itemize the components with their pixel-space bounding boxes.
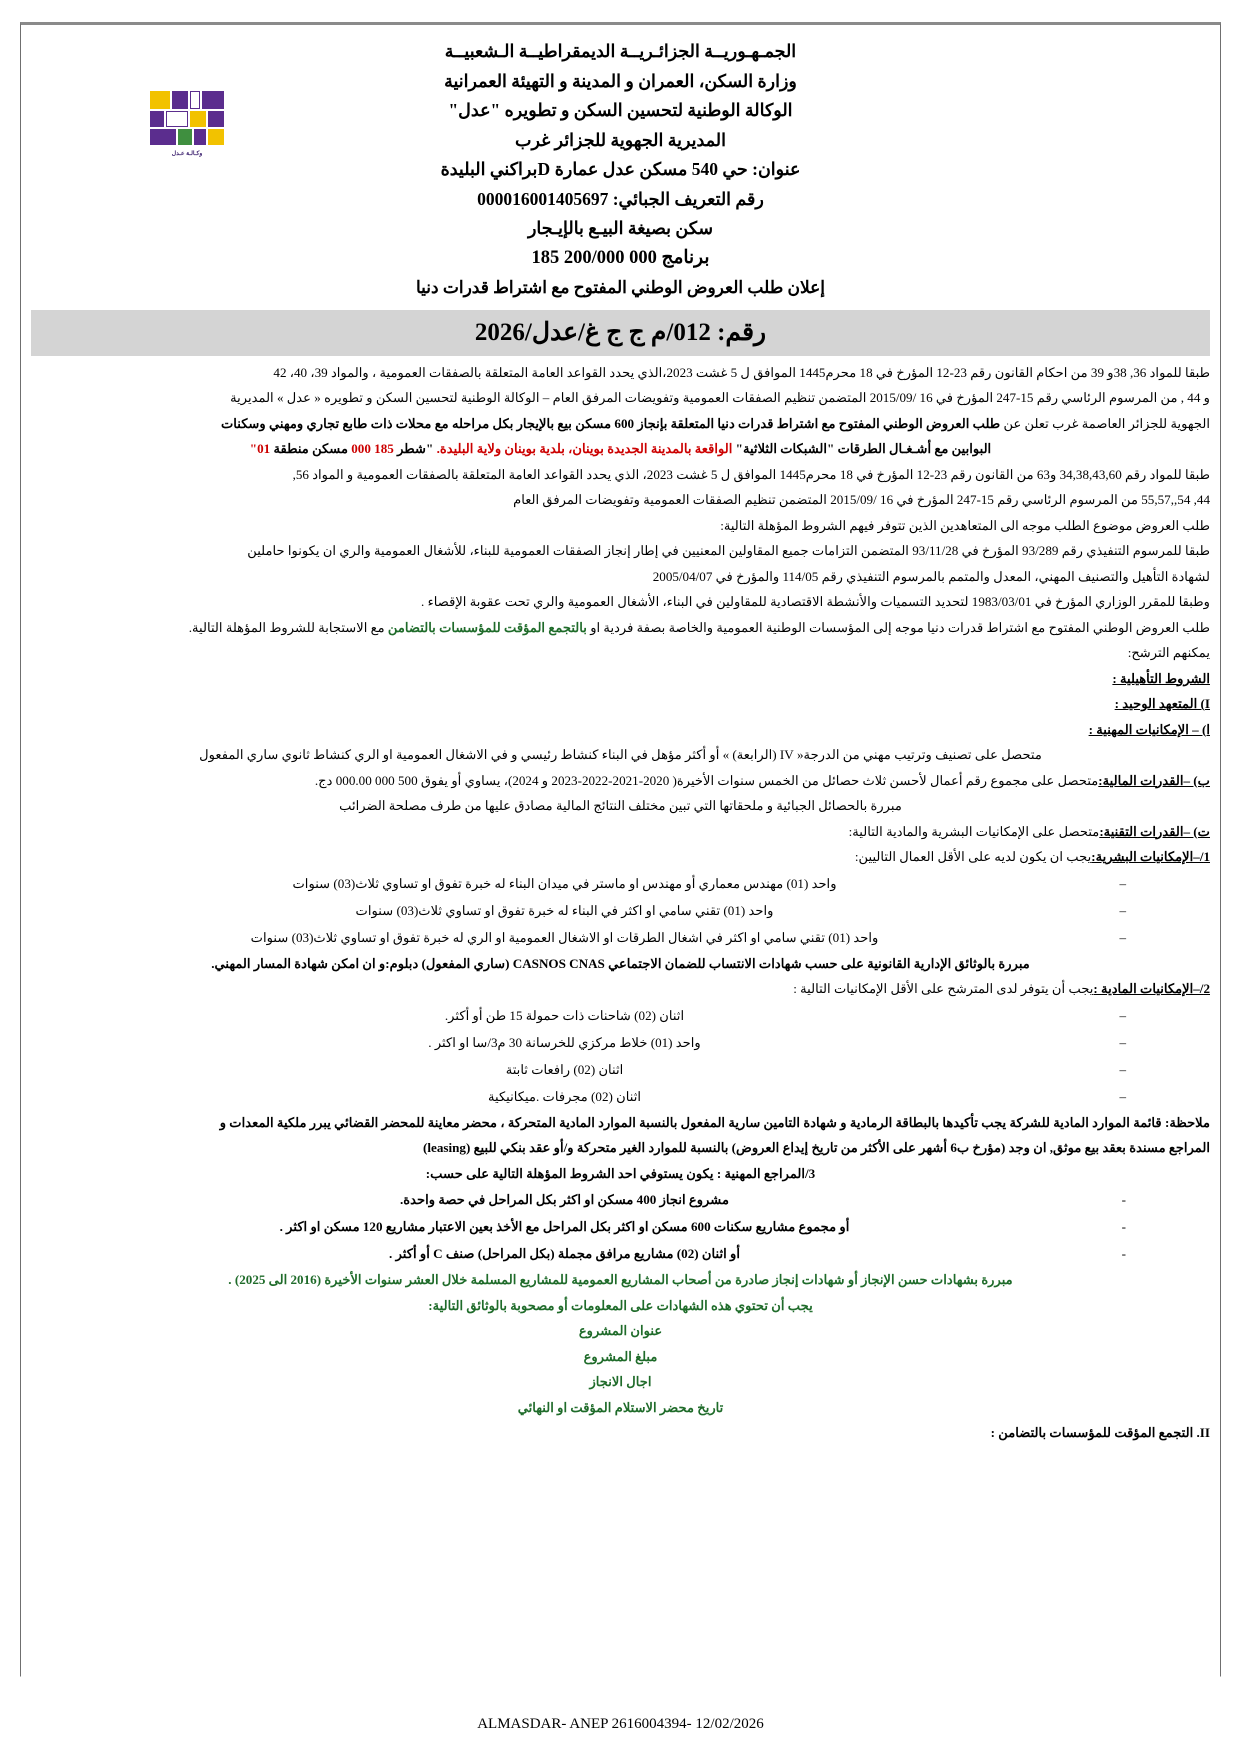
field-reception-date [31,1395,1210,1421]
material-item-text: اثنان (02) رافعات ثابتة [505,1061,624,1077]
technical-capacity-text: متحصل على الإمكانيات البشرية والمادية التالية: [848,823,1100,839]
paragraph-hr-justification [31,951,1210,977]
paragraph-object-2 [31,436,1210,462]
heading-qualification-conditions [31,666,1210,692]
reference-justification-text: مبررة بشهادات حسن الإنجاز أو شهادات إنجاز صادرة من أصحاب المشاريع العمومية للمشاريع المسلمة خلال العشر سنوات الأخيرة (2016 الى 2025) . [228,1272,1013,1287]
object-bold-roads: البوابين مع أشـغـال الطرقات "الشبكات الثلاثية" [732,441,992,456]
paragraph-decree-289-2 [31,564,1210,590]
object-zone-number-red: 01" [249,441,271,456]
header-line-regional-directorate: المديرية الجهوية للجزائر غرب [515,129,726,150]
qualification-conditions-title: الشروط التأهيلية : [1112,670,1210,686]
decree-289-line-2: لشهادة التأهيل والتصنيف المهني، المعدل والمتمم بالمرسوم التنفيذي رقم 114/05 والمؤرخ في 2005/04/07 [652,568,1210,584]
note-text-line-2: المراجع مسندة بعقد بيع موثق, ان وجد (مؤرخ ب6 أشهر على الأكثر من تاريخ إيداع العروض) بالنسبة للموارد الغير متحركة و/أو عقد بنكي للبيع (leasing) [423,1140,1210,1155]
paragraph-decree-289-1 [31,538,1210,564]
dash-bullet-icon: – [1119,929,1126,945]
dash-bullet-icon: – [1119,1088,1126,1104]
header-line-ministry: وزارة السكن، العمران و المدينة و التهيئة العمرانية [444,70,797,91]
header-line-tax-id: رقم التعريف الجبائي: 000016001405697 [477,188,764,209]
ministerial-decision-text: وطبقا للمقرر الوزاري المؤرخ في 1983/03/01 لتحديد التسميات والأنشطة الاقتصادية للمقاولين في البناء، الأشغال العمومية والري تحت عقوبة الإقصاء . [421,594,1210,609]
dash-bullet-icon: - [1121,1246,1126,1261]
reception-date-label: تاريخ محضر الاستلام المؤقت او النهائي [517,1399,724,1415]
reference-item-text: مشروع انجاز 400 مسكن او اكثر بكل المراحل في حصة واحدة. [400,1192,729,1207]
list-item [31,1083,1210,1110]
paragraph-human-resources [31,844,1210,870]
dash-bullet-icon: – [1119,1007,1126,1023]
professional-references-label: 3/المراجع المهنية : [716,1165,816,1181]
project-amount-label: مبلغ المشروع [583,1348,658,1364]
paragraph-note-1 [31,1110,1210,1136]
material-resources-label: 2/–الإمكانيات المادية : [1093,981,1210,996]
aadl-logo [127,91,247,177]
dash-bullet-icon: – [1119,902,1126,918]
object-plain-prefix: الجهوية للجزائر العاصمة غرب تعلن عن [1000,415,1210,431]
header-line-announcement: إعلان طلب العروض الوطني المفتوح مع اشتراط قدرات دنيا [416,278,825,297]
object-bold-tranche: "شطر [393,441,437,456]
human-resources-text: يجب ان يكون لديه على الأقل العمال التاليين: [854,849,1092,864]
hr-justification-text: مبررة بالوثائق الإدارية القانونية على حسب شهادات الانتساب للضمان الاجتماعي CASNOS CNAS (ساري المفعول) دبلوم:و ان امكن شهادة المسار المهني. [211,955,1030,971]
can-apply-text: يمكنهم الترشح: [1127,645,1210,660]
financial-capacity-label: ب) –القدرات المالية: [1098,772,1210,788]
list-item [31,1002,1210,1029]
paragraph-financial-capacity [31,768,1210,794]
paragraph-legal-basis-3 [31,462,1210,488]
dash-bullet-icon: – [1119,875,1126,891]
material-item-text: اثنان (02) مجرفات .ميكانيكية [487,1088,641,1104]
field-project-title [31,1318,1210,1344]
paragraph-legal-basis-4 [31,487,1210,513]
hr-item-text: واحد (01) تقني سامي او اكثر في البناء له خبرة تفوق او تساوي ثلاث(03) سنوات [355,902,774,918]
paragraph-can-apply [31,640,1210,666]
header-line-housing-type: سكن بصيغة البيـع بالإيـجار [527,218,714,238]
heading-temporary-grouping [31,1420,1210,1446]
dash-bullet-icon: - [1121,1192,1126,1207]
dash-bullet-icon: - [1121,1219,1126,1234]
list-item [31,870,1210,897]
list-item [31,924,1210,951]
heading-single-bidder [31,691,1210,717]
financial-justification-text: مبررة بالحصائل الجبائية و ملحقاتها التي تبين مختلف النتائج المالية مصادق عليها من طرف مصلحة الضرائب [339,798,902,813]
dash-bullet-icon: – [1119,1034,1126,1050]
page-footer: ALMASDAR- ANEP 2616004394- 12/02/2026 [477,1716,764,1732]
open-tender-plain-2: مع الاستجابة للشروط المؤهلة التالية. [188,619,388,635]
paragraph-technical-capacity [31,819,1210,845]
paragraph-object-1 [31,411,1210,437]
paragraph-ministerial-decision [31,589,1210,615]
paragraph-financial-justification [31,793,1210,819]
paragraph-legal-basis-2 [31,385,1210,411]
object-bold-zone: مسكن منطقة [270,441,352,456]
list-item [31,897,1210,924]
eligibility-intro-text: طلب العروض موضوع الطلب موجه الى المتعاهدين الذين تتوفر فيهم الشروط المؤهلة التالية: [720,517,1210,533]
dash-bullet-icon: – [1119,1061,1126,1077]
hr-item-text: واحد (01) مهندس معماري أو مهندس او ماستر في ميدان البناء له خبرة تفوق او تساوي ثلاث(03) سنوات [292,875,837,891]
field-project-amount [31,1344,1210,1370]
temporary-grouping-title: II. التجمع المؤقت للمؤسسات بالتضامن : [990,1425,1210,1440]
professional-references-list [31,1186,1210,1267]
paragraph-professional-capacity-text [31,742,1210,768]
paragraph-material-resources [31,976,1210,1002]
logo-graphic [150,91,224,145]
list-item [31,1029,1210,1056]
object-program-number-red: 185 000 [351,441,394,456]
material-resources-list [31,1002,1210,1110]
list-item [31,1186,1210,1213]
human-resources-label: 1/–الإمكانيات البشرية: [1091,849,1210,864]
temporary-grouping-green: بالتجمع المؤقت للمؤسسات بالتضامن [387,619,587,635]
paragraph-reference-justification [31,1267,1210,1293]
note-label: ملاحظة: [1164,1114,1210,1130]
paragraph-note-2 [31,1135,1210,1161]
object-bold-main: طلب العروض الوطني المفتوح مع اشتراط قدرات دنيا المتعلقة بإنجاز 600 مسكن بيع بالإيجار بكل مراحله مع محلات ذات طابع تجاري ومهني وسكنات [220,415,1001,431]
legal-basis-line-1: طبقا للمواد 36, 38و 39 من احكام القانون رقم 23-12 المؤرخ في 18 محرم1445 الموافق ل 5 غشت 2023،الذي يحدد القواعد العامة المتعلقة بالصفقات العمومية ، والمواد 39، 40، 42 [273,364,1210,380]
hr-item-text: واحد (01) تقني سامي او اكثر في اشغال الطرقات او الاشغال العمومية او الري له خبرة تفوق او تساوي ثلاث(03) سنوات [250,929,879,945]
paragraph-professional-references [31,1161,1210,1187]
project-title-label: عنوان المشروع [578,1323,663,1338]
open-tender-plain-1: طلب العروض الوطني المفتوح مع اشتراط قدرات دنيا موجه إلى المؤسسات الوطنية العمومية والخاصة بصفة فردية او [586,619,1210,635]
paragraph-certificate-requirements [31,1293,1210,1319]
legal-basis-line-2: و 44 , من المرسوم الرئاسي رقم 15-247 المؤرخ في 16 /2015/09 المتضمن تنظيم الصفقات العمومية وتفويضات المرفق العام – الوكالة الوطنية لتحسين السكن و تطويره « عدل » المديرية [230,390,1210,405]
legal-basis-line-4: 44, 54,,55,57 من المرسوم الرئاسي رقم 15-247 المؤرخ في 16 /2015/09 المتضمن تنظيم الصفقات العمومية وتفويضات المرفق العام [513,492,1210,507]
list-item [31,1240,1210,1267]
paragraph-open-tender-scope [31,615,1210,641]
logo-caption: وكـالـة عـدل [171,151,203,157]
paragraph-eligibility-intro [31,513,1210,539]
list-item [31,1056,1210,1083]
note-text-line-1: قائمة الموارد المادية للشركة يجب تأكيدها بالبطاقة الرمادية و شهادة التامين سارية المفعول بالنسبة الموارد المادية المتحركة ، محضر معاينة للمحضر القضائي يبرر ملكية المعدات و [219,1114,1165,1130]
list-item [31,1213,1210,1240]
paragraph-legal-basis-1 [31,360,1210,386]
human-resources-list [31,870,1210,951]
professional-capacity-text: متحصل على تصنيف وترتيب مهني من الدرجة« IV (الرابعة) » أو أكثر مؤهل في البناء كنشاط رئيسي و في الاشغال العمومية او الري كنشاط ثانوي ساري المفعول [199,747,1042,762]
single-bidder-title: I) المتعهد الوحيد : [1114,696,1210,711]
material-resources-text: يجب أن يتوفر لدى المترشح على الأقل الإمكانيات التالية : [793,981,1094,996]
material-item-text: واحد (01) خلاط مركزي للخرسانة 30 م3/سا او اكثر . [428,1034,701,1050]
legal-basis-line-3: طبقا للمواد رقم 34,38,43,60 و63 من القانون رقم 23-12 المؤرخ في 18 محرم1445 الموافق ل 5 غشت 2023، الذي يحدد القواعد العامة المتعلقة بالصفقات العمومية و المواد 56, [292,466,1210,482]
header-line-republic: الجمـهـوريــة الجزائـريــة الديمقراطيــة الـشعبيــة [444,41,797,61]
header-line-agency: الوكالة الوطنية لتحسين السكن و تطويره "عدل" [448,100,793,120]
decree-289-line-1: طبقا للمرسوم التنفيذي رقم 93/289 المؤرخ في 93/11/28 المتضمن التزامات جميع المقاولين المعنيين في إطار إنجاز الصفقات العمومية للبناء، للأشغال العمومية والري ان يكونوا حاملين [247,543,1210,558]
professional-capacity-title: ا) – الإمكانيات المهنية : [1088,721,1210,737]
document-body [31,360,1210,1446]
object-location-red: الواقعة بالمدينة الجديدة بوينان، بلدية بوينان ولاية البليدة. [436,441,733,456]
header-line-address: عنوان: حي 540 مسكن عدل عمارة Dبراكني البليدة [440,159,801,179]
material-item-text: اثنان (02) شاحنات ذات حمولة 15 طن أو أكثر. [444,1007,685,1023]
reference-item-text: أو مجموع مشاريع سكنات 600 مسكن او اكثر بكل المراحل مع الأخذ بعين الاعتبار مشاريع 120 مسكن او اكثر . [279,1219,850,1234]
header-line-program: برنامج 000 200/000 185 [531,247,710,268]
field-completion-deadline [31,1369,1210,1395]
professional-references-text: يكون يستوفي احد الشروط المؤهلة التالية على حسب: [425,1165,717,1181]
reference-item-text: أو اثنان (02) مشاريع مرافق مجملة (بكل المراحل) صنف C أو أكثر . [389,1246,740,1261]
heading-professional-capacity [31,717,1210,743]
technical-capacity-label: ت) –القدرات التقنية: [1099,823,1210,839]
completion-deadline-label: اجال الانجاز [589,1374,652,1389]
financial-capacity-text: متحصل على مجموع رقم أعمال لأحسن ثلاث حصائل من الخمس سنوات الأخيرة( 2020-2021-2022-2023 و 2024)، يساوي أو يفوق 500 000 000.00 دج. [314,772,1099,788]
page-frame [20,22,1221,1677]
reference-number-bar: رقم: 012/م ج ج غ/عدل/2026 [31,310,1210,356]
certificate-requirements-text: يجب أن تحتوي هذه الشهادات على المعلومات أو مصحوبة بالوثائق التالية: [428,1297,813,1313]
